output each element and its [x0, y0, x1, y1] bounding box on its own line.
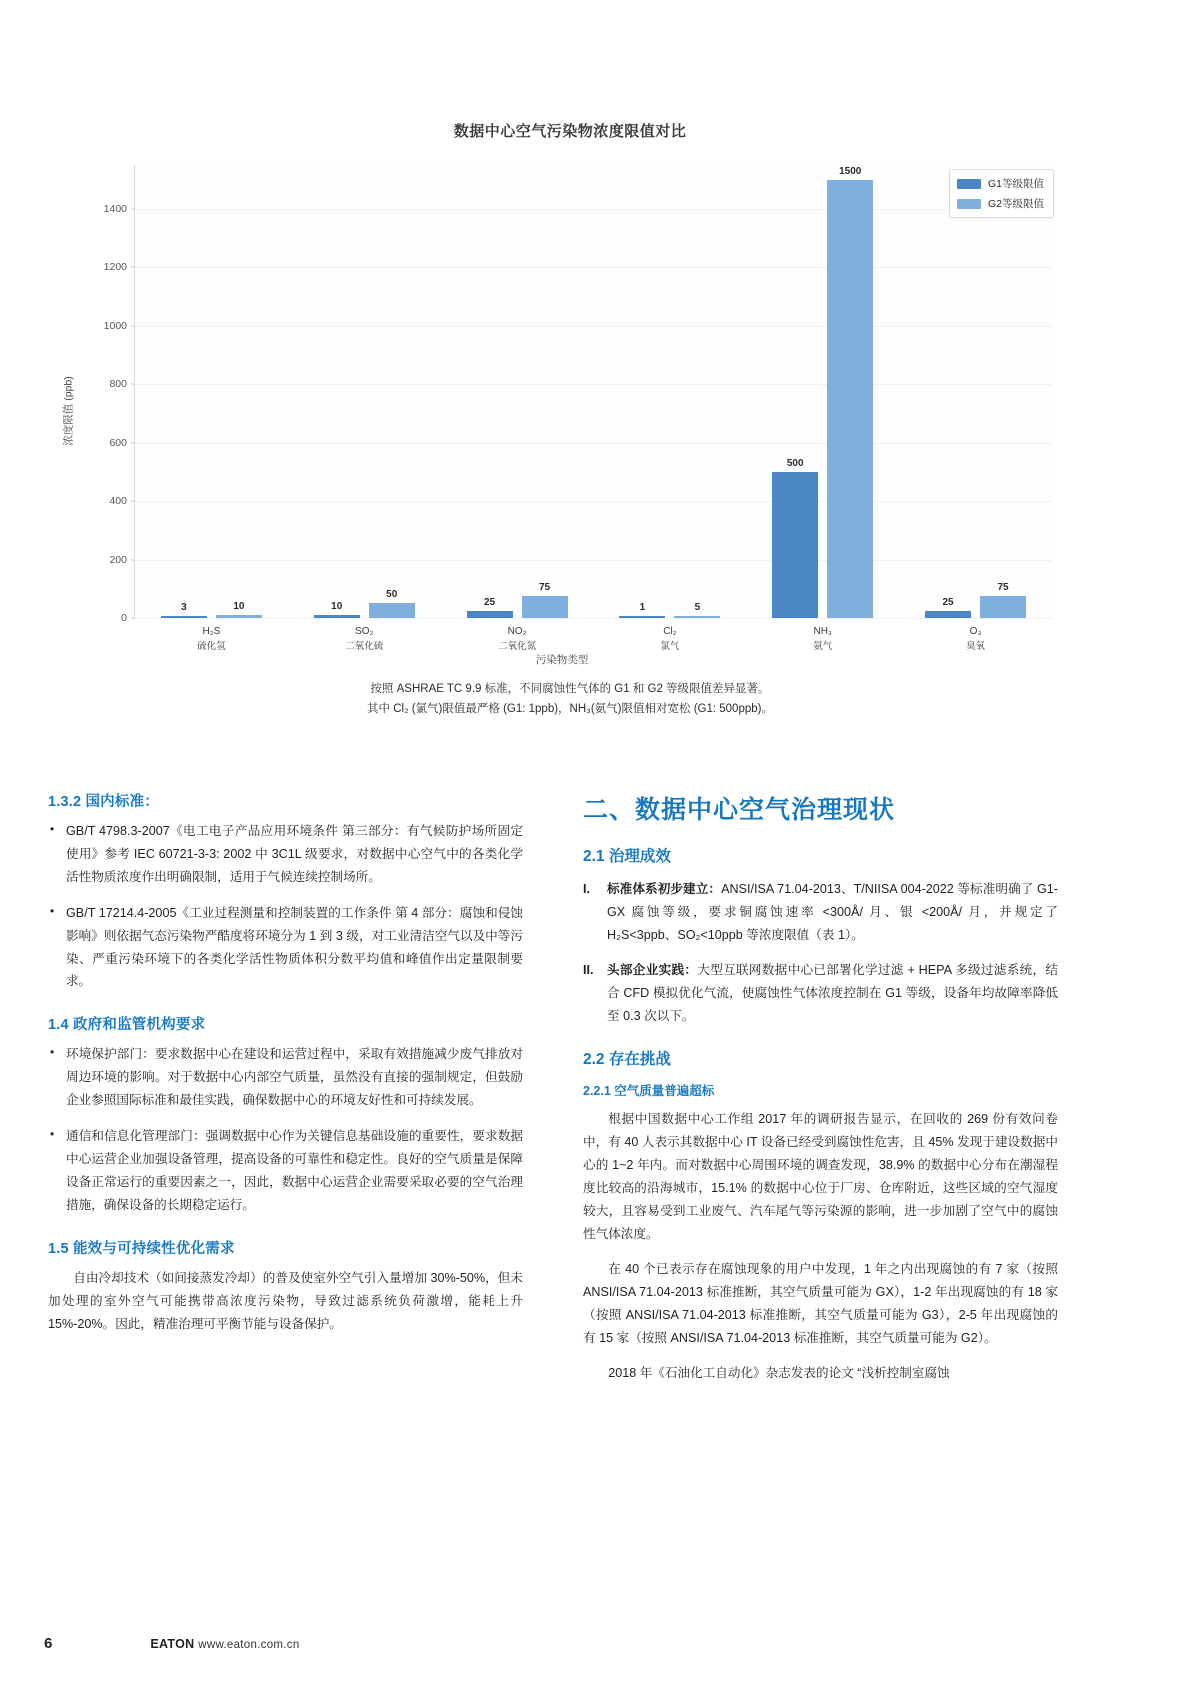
y-tick-label: 1200	[103, 261, 127, 274]
bar[interactable]	[827, 165, 873, 618]
bar-value-label: 5	[694, 601, 701, 613]
bar-fill	[522, 596, 568, 618]
item-numeral: II.	[583, 962, 594, 977]
item-lead: 头部企业实践：	[607, 962, 698, 977]
numbered-item	[583, 959, 1058, 1028]
bar[interactable]	[314, 601, 360, 618]
item-text: 大型互联网数据中心已部署化学过滤 + HEPA 多级过滤系统，结合 CFD 模拟优化气流，使腐蚀性气体浓度控制在 G1 等级，设备年均故障率降低至 0.3 次以下。	[607, 962, 1059, 1023]
bar[interactable]	[369, 589, 415, 618]
heading-1-4: 1.4 政府和监管机构要求	[48, 1017, 206, 1034]
bar-fill	[980, 596, 1026, 618]
x-axis-label: 污染物类型	[535, 654, 589, 666]
brand-footer	[150, 1637, 299, 1651]
brand-name: EATON	[150, 1637, 195, 1651]
bar-fill	[314, 615, 360, 618]
bar[interactable]	[216, 601, 262, 618]
bar-fill	[161, 616, 207, 618]
heading-2-1: 2.1 治理成效	[583, 848, 671, 865]
bullet-item: • 通信和信息化管理部门：强调数据中心作为关键信息基础设施的重要性，要求数据中心运营企业加强设备管理，提高设备的可靠性和稳定性。良好的空气质量是保障设备正常运行的重要因素之一，因此，数据中心运营企业需要采取必要的空气治理措施，确保设备的长期稳定运行。	[48, 1125, 523, 1217]
paragraph-1-5: 自由冷却技术（如间接蒸发冷却）的普及使室外空气引入量增加 30%-50%，但未加处理的室外空气可能携带高浓度污染物，导致过滤系统负荷激增，能耗上升 15%-20%。因此，精准治理可平衡节能与设备保护。	[48, 1270, 523, 1331]
x-tick-label	[746, 625, 899, 653]
chart-caption	[40, 679, 1100, 719]
bar-value-label: 50	[386, 589, 398, 601]
body-paragraph: 根据中国数据中心工作组 2017 年的调研报告显示，在回收的 269 份有效问卷中，有 40 人表示其数据中心 IT 设备已经受到腐蚀性危害，且 45% 发现于建设数据中心的 1~2 年内。而对数据中心周围环境的调查发现，38.9% 的数据中心分布在潮湿程度比较高的沿海城市，15.1% 的数据中心位于厂房、仓库附近，这些区域的空气湿度较大，且容易受到工业废气、汽车尾气等污染源的影响，进一步加剧了空气中的腐蚀性气体浓度。	[583, 1112, 1058, 1241]
chart-caption-line-2: 其中 Cl₂ (氯气)限值最严格 (G1: 1ppb)，NH₃(氨气)限值相对宽松 (G1: 500ppb)。	[367, 703, 773, 716]
item-lead: 标准体系初步建立：	[607, 882, 722, 896]
body-paragraph: 2018 年《石油化工自动化》杂志发表的论文 “浅析控制室腐蚀	[608, 1365, 950, 1380]
bar[interactable]	[674, 601, 720, 618]
y-tick-label: 400	[109, 495, 127, 508]
bar-fill	[216, 615, 262, 618]
x-tick-label	[288, 625, 441, 653]
bar-value-label: 3	[181, 601, 187, 613]
bar-value-label: 500	[786, 457, 804, 469]
bullet-list-1-4	[48, 1043, 523, 1216]
x-tick-label	[899, 625, 1052, 653]
y-tick-label: 0	[121, 612, 127, 624]
plot-area	[103, 165, 1052, 652]
page-number: 6	[44, 1635, 53, 1652]
chart-block	[40, 120, 1100, 740]
legend-label: G1等级限值	[987, 178, 1044, 190]
item-numeral: I.	[583, 882, 590, 896]
x-tick-formula: NH₃	[813, 626, 832, 637]
y-tick-label: 200	[109, 553, 127, 566]
bar-value-label: 75	[539, 582, 551, 594]
bar[interactable]	[772, 457, 818, 618]
x-tick-formula: O₃	[969, 626, 982, 637]
page-footer	[44, 1635, 300, 1652]
x-tick-name: 二氧化氮	[498, 640, 537, 652]
x-tick-name: 二氧化硫	[345, 640, 384, 652]
x-tick-formula: NO₂	[507, 626, 527, 637]
right-column	[583, 790, 1058, 1396]
bullet-item: • GB/T 17214.4-2005《工业过程测量和控制装置的工作条件 第 4 部分：腐蚀和侵蚀影响》则依据气态污染物严酷度将环境分为 1 到 3 级，对工业清洁空气以及中等污染、严重污染环境下的各类化学活性物质体积分数平均值和峰值作出定量限制要求。	[48, 902, 523, 994]
bar-fill	[827, 180, 873, 618]
chart-legend[interactable]	[949, 169, 1054, 218]
x-tick-name: 氯气	[660, 640, 680, 652]
bar-value-label: 10	[233, 601, 245, 613]
heading-1-3-2: 1.3.2 国内标准：	[48, 794, 159, 810]
x-tick-label	[593, 625, 746, 653]
bar[interactable]	[161, 601, 207, 618]
bar-value-label: 25	[484, 596, 496, 608]
bar[interactable]	[522, 582, 568, 618]
chart-caption-line-1: 按照 ASHRAE TC 9.9 标准，不同腐蚀性气体的 G1 和 G2 等级限值差异显著。	[370, 683, 770, 695]
bar-group	[899, 165, 1052, 652]
bar[interactable]	[467, 596, 513, 618]
y-tick-label: 1000	[103, 319, 127, 332]
legend-swatch	[957, 179, 981, 189]
bar-group	[441, 165, 594, 652]
bar-group	[288, 165, 441, 652]
x-tick-name: 硫化氢	[197, 640, 226, 652]
y-tick-label: 600	[109, 436, 127, 449]
bar[interactable]	[619, 601, 665, 618]
two-column-body	[48, 790, 1058, 1396]
legend-swatch	[957, 199, 981, 209]
grid-line	[135, 618, 1052, 619]
bar-group	[593, 165, 746, 652]
bar-value-label: 10	[331, 601, 343, 613]
x-tick-label	[441, 625, 594, 653]
item-text: ANSI/ISA 71.04-2013、T/NIISA 004-2022 等标准明确了 G1-GX 腐蚀等级，要求铜腐蚀速率 <300Å/ 月、银 <200Å/ 月，并规定了 H₂S<3ppb、SO₂<10ppb 等浓度限值（表 1）。	[607, 882, 1058, 942]
bar-fill	[674, 616, 720, 618]
x-tick-formula: SO₂	[355, 626, 374, 637]
bar-group	[746, 165, 899, 652]
x-tick-label	[135, 625, 288, 653]
bar-groups	[135, 165, 1052, 652]
numbered-item	[583, 878, 1058, 947]
x-tick-formula: Cl₂	[663, 626, 677, 637]
bullet-item: • 环境保护部门：要求数据中心在建设和运营过程中，采取有效措施减少废气排放对周边环境的影响。对于数据中心内部空气质量，虽然没有直接的强制规定，但鼓励企业参照国际标准和最佳实践，确保数据中心的环境友好性和可持续发展。	[48, 1043, 523, 1112]
bar[interactable]	[925, 596, 971, 618]
legend-item[interactable]	[957, 196, 1044, 211]
bar[interactable]	[980, 582, 1026, 618]
y-tick-label: 800	[109, 378, 127, 391]
y-tick-label: 1400	[103, 202, 127, 215]
x-tick-name: 氨气	[813, 640, 833, 652]
bar-fill	[467, 611, 513, 618]
chapter-heading-2: 二、数据中心空气治理现状	[583, 796, 896, 824]
chart-title: 数据中心空气污染物浓度限值对比	[453, 123, 687, 140]
bar-group	[135, 165, 288, 652]
bar-fill	[369, 603, 415, 618]
bar-fill	[619, 616, 665, 618]
bar-value-label: 1	[639, 601, 646, 613]
x-tick-name: 臭氧	[966, 640, 986, 652]
heading-2-2: 2.2 存在挑战	[583, 1051, 671, 1069]
bar-fill	[772, 472, 818, 618]
left-column	[48, 790, 523, 1396]
x-tick-formula: H₂S	[202, 626, 221, 637]
brand-url: www.eaton.com.cn	[198, 1639, 300, 1651]
y-axis-label: 浓度限值 (ppb)	[62, 376, 75, 446]
numbered-list-2-1	[583, 878, 1058, 1027]
bar-value-label: 25	[942, 596, 954, 608]
bar-value-label: 75	[997, 582, 1009, 594]
legend-label: G2等级限值	[987, 198, 1044, 210]
heading-1-5: 1.5 能效与可持续性优化需求	[48, 1240, 235, 1257]
legend-item[interactable]	[957, 176, 1044, 191]
chart-plot-wrapper	[62, 151, 1062, 671]
bullet-list-1-3-2	[48, 820, 523, 993]
heading-2-2-1: 2.2.1 空气质量普遍超标	[583, 1084, 715, 1099]
bar-fill	[925, 611, 971, 618]
bullet-item: • GB/T 4798.3-2007《电工电子产品应用环境条件 第三部分：有气候防护场所固定使用》参考 IEC 60721-3-3: 2002 中 3C1L 级要求，对数据中心空气中的各类化学活性物质浓度作出明确限制，适用于气候连续控制场所。	[48, 820, 523, 889]
paragraph-group-2-2-1	[583, 1108, 1058, 1384]
body-paragraph: 在 40 个已表示存在腐蚀现象的用户中发现，1 年之内出现腐蚀的有 7 家（按照 ANSI/ISA 71.04-2013 标准推断，其空气质量可能为 GX），1-2 年出现腐蚀的有 18 家（按照 ANSI/ISA 71.04-2013 标准推断，其空气质量可能为 G3），2-5 年出现腐蚀的有 15 家（按照 ANSI/ISA 71.04-2013 标准推断，其空气质量可能为 G2）。	[583, 1261, 1058, 1345]
bar-value-label: 1500	[839, 165, 862, 177]
